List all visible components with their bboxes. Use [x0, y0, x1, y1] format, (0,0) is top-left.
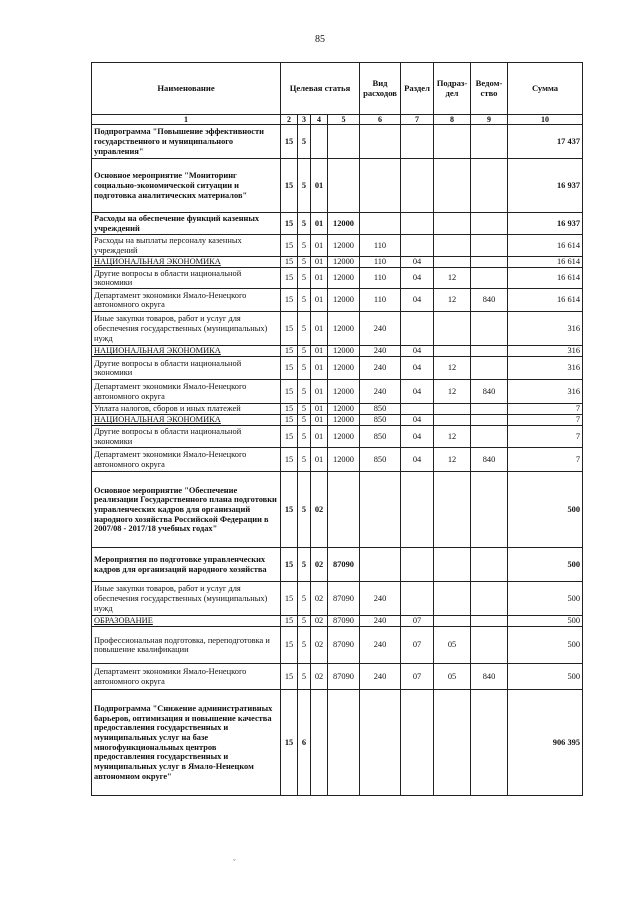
cell-article-direction: 12000 [328, 289, 360, 312]
cell-subsection: 12 [434, 380, 471, 404]
cell-sum: 906 395 [508, 690, 583, 796]
cell-sum: 16 614 [508, 257, 583, 268]
row-name: Другие вопросы в области национальной экономики [92, 357, 281, 380]
cell-section [401, 548, 434, 582]
cell-subsection: 05 [434, 627, 471, 664]
cell-article-program: 15 [281, 627, 298, 664]
column-number: 5 [328, 115, 360, 125]
cell-department [471, 627, 508, 664]
cell-article-program: 15 [281, 664, 298, 690]
cell-article-direction: 12000 [328, 380, 360, 404]
cell-expense-type: 240 [360, 616, 401, 627]
cell-department [471, 213, 508, 235]
cell-article-subprogram: 5 [298, 548, 311, 582]
cell-article-event: 01 [311, 415, 328, 426]
cell-article-program: 15 [281, 426, 298, 448]
table-row [92, 415, 583, 426]
table-row [92, 616, 583, 627]
row-name: Уплата налогов, сборов и иных платежей [92, 404, 281, 415]
column-number: 2 [281, 115, 298, 125]
cell-article-subprogram: 5 [298, 616, 311, 627]
page-number: 85 [315, 34, 325, 45]
table-row [92, 627, 583, 664]
cell-section: 04 [401, 426, 434, 448]
cell-article-direction: 12000 [328, 213, 360, 235]
cell-expense-type: 240 [360, 346, 401, 357]
column-number: 8 [434, 115, 471, 125]
cell-expense-type: 240 [360, 664, 401, 690]
table-row [92, 548, 583, 582]
cell-section [401, 159, 434, 213]
row-name: Профессиональная подготовка, переподготовка и повышение квалификации [92, 627, 281, 664]
cell-section [401, 472, 434, 548]
cell-article-program: 15 [281, 448, 298, 472]
cell-article-subprogram: 5 [298, 257, 311, 268]
cell-department: 840 [471, 380, 508, 404]
cell-section: 04 [401, 268, 434, 289]
cell-article-direction [328, 690, 360, 796]
cell-article-program: 15 [281, 548, 298, 582]
cell-article-program: 15 [281, 312, 298, 346]
cell-expense-type [360, 159, 401, 213]
budget-table [91, 62, 583, 796]
cell-article-direction: 87090 [328, 582, 360, 616]
cell-expense-type [360, 472, 401, 548]
cell-section [401, 312, 434, 346]
table-row [92, 346, 583, 357]
cell-article-direction [328, 159, 360, 213]
cell-sum: 17 437 [508, 125, 583, 159]
cell-subsection [434, 415, 471, 426]
cell-article-program: 15 [281, 289, 298, 312]
cell-department [471, 312, 508, 346]
cell-article-direction [328, 472, 360, 548]
cell-sum: 500 [508, 616, 583, 627]
row-name: Расходы на выплаты персоналу казенных учреждений [92, 235, 281, 257]
cell-article-subprogram: 5 [298, 627, 311, 664]
table-row [92, 472, 583, 548]
cell-sum: 7 [508, 404, 583, 415]
cell-department [471, 235, 508, 257]
cell-department [471, 404, 508, 415]
cell-article-event [311, 125, 328, 159]
row-name: Расходы на обеспечение функций казенных учреждений [92, 213, 281, 235]
cell-department [471, 346, 508, 357]
cell-department [471, 415, 508, 426]
cell-expense-type: 240 [360, 312, 401, 346]
cell-department [471, 125, 508, 159]
cell-subsection [434, 346, 471, 357]
cell-expense-type [360, 125, 401, 159]
cell-subsection: 12 [434, 357, 471, 380]
cell-article-event [311, 690, 328, 796]
cell-section: 04 [401, 448, 434, 472]
cell-sum: 7 [508, 415, 583, 426]
cell-article-program: 15 [281, 159, 298, 213]
cell-department [471, 582, 508, 616]
cell-article-program: 15 [281, 125, 298, 159]
cell-subsection: 12 [434, 268, 471, 289]
cell-expense-type: 850 [360, 415, 401, 426]
table-row [92, 380, 583, 404]
row-name: Иные закупки товаров, работ и услуг для обеспечения государственных (муниципальных) нужд [92, 582, 281, 616]
cell-article-program: 15 [281, 213, 298, 235]
cell-article-subprogram: 5 [298, 415, 311, 426]
cell-section [401, 404, 434, 415]
cell-subsection [434, 582, 471, 616]
cell-article-subprogram: 5 [298, 380, 311, 404]
cell-article-subprogram: 5 [298, 472, 311, 548]
cell-article-event: 01 [311, 268, 328, 289]
cell-section: 04 [401, 289, 434, 312]
cell-subsection [434, 235, 471, 257]
cell-section: 07 [401, 627, 434, 664]
cell-article-direction: 87090 [328, 664, 360, 690]
cell-expense-type [360, 548, 401, 582]
cell-article-direction: 12000 [328, 235, 360, 257]
cell-article-program: 15 [281, 346, 298, 357]
header-target-article: Целевая статья [281, 63, 360, 115]
cell-subsection [434, 257, 471, 268]
cell-department [471, 472, 508, 548]
cell-subsection: 12 [434, 289, 471, 312]
cell-article-event: 02 [311, 616, 328, 627]
cell-subsection [434, 548, 471, 582]
cell-expense-type: 110 [360, 235, 401, 257]
cell-article-event: 01 [311, 448, 328, 472]
cell-article-program: 15 [281, 472, 298, 548]
column-number: 3 [298, 115, 311, 125]
table-row [92, 664, 583, 690]
cell-article-subprogram: 5 [298, 664, 311, 690]
cell-article-direction: 12000 [328, 404, 360, 415]
column-number: 6 [360, 115, 401, 125]
cell-article-subprogram: 5 [298, 125, 311, 159]
cell-sum: 316 [508, 346, 583, 357]
table-row [92, 159, 583, 213]
cell-expense-type: 850 [360, 426, 401, 448]
cell-article-subprogram: 5 [298, 289, 311, 312]
cell-article-direction: 12000 [328, 448, 360, 472]
cell-article-program: 15 [281, 257, 298, 268]
table-row [92, 213, 583, 235]
cell-article-program: 15 [281, 380, 298, 404]
header-subsection: Подраз-дел [434, 63, 471, 115]
cell-article-program: 15 [281, 582, 298, 616]
row-name: ОБРАЗОВАНИЕ [92, 616, 281, 627]
cell-department [471, 159, 508, 213]
cell-article-direction: 12000 [328, 415, 360, 426]
cell-sum: 500 [508, 582, 583, 616]
cell-article-event: 01 [311, 404, 328, 415]
cell-article-subprogram: 5 [298, 312, 311, 346]
cell-subsection [434, 159, 471, 213]
row-name: Другие вопросы в области национальной экономики [92, 268, 281, 289]
table-row [92, 426, 583, 448]
cell-sum: 16 937 [508, 213, 583, 235]
cell-sum: 16 614 [508, 289, 583, 312]
cell-sum: 316 [508, 357, 583, 380]
cell-article-program: 15 [281, 268, 298, 289]
column-number: 1 [92, 115, 281, 125]
cell-article-subprogram: 6 [298, 690, 311, 796]
cell-article-direction: 87090 [328, 548, 360, 582]
cell-sum: 316 [508, 380, 583, 404]
cell-article-event: 01 [311, 426, 328, 448]
cell-sum: 7 [508, 448, 583, 472]
cell-article-direction: 12000 [328, 426, 360, 448]
header-section: Раздел [401, 63, 434, 115]
cell-section [401, 125, 434, 159]
table-row [92, 257, 583, 268]
cell-section [401, 582, 434, 616]
cell-article-event: 01 [311, 357, 328, 380]
cell-expense-type [360, 690, 401, 796]
cell-article-subprogram: 5 [298, 426, 311, 448]
cell-section: 04 [401, 357, 434, 380]
cell-subsection [434, 125, 471, 159]
cell-article-event: 01 [311, 159, 328, 213]
cell-article-direction: 87090 [328, 616, 360, 627]
cell-expense-type: 240 [360, 582, 401, 616]
column-number: 10 [508, 115, 583, 125]
cell-article-program: 15 [281, 235, 298, 257]
cell-sum: 500 [508, 548, 583, 582]
cell-article-direction: 87090 [328, 627, 360, 664]
cell-article-subprogram: 5 [298, 404, 311, 415]
cell-article-event: 02 [311, 664, 328, 690]
row-name: Другие вопросы в области национальной экономики [92, 426, 281, 448]
cell-article-direction: 12000 [328, 268, 360, 289]
cell-expense-type: 110 [360, 289, 401, 312]
cell-article-program: 15 [281, 357, 298, 380]
header-department: Ведом-ство [471, 63, 508, 115]
table-row [92, 268, 583, 289]
cell-subsection: 12 [434, 448, 471, 472]
cell-department: 840 [471, 289, 508, 312]
scan-mark: ˇ [233, 858, 236, 867]
row-name: Департамент экономики Ямало-Ненецкого автономного округа [92, 380, 281, 404]
cell-article-program: 15 [281, 415, 298, 426]
row-name: НАЦИОНАЛЬНАЯ ЭКОНОМИКА [92, 415, 281, 426]
cell-article-program: 15 [281, 690, 298, 796]
row-name: Основное мероприятие "Мониторинг социально-экономической ситуации и подготовка аналитических материалов" [92, 159, 281, 213]
table-row [92, 448, 583, 472]
column-number: 7 [401, 115, 434, 125]
cell-expense-type: 240 [360, 357, 401, 380]
cell-subsection [434, 312, 471, 346]
cell-department [471, 616, 508, 627]
cell-article-event: 02 [311, 627, 328, 664]
table-row [92, 125, 583, 159]
cell-section [401, 235, 434, 257]
column-number: 4 [311, 115, 328, 125]
cell-article-direction: 12000 [328, 257, 360, 268]
cell-article-event: 01 [311, 289, 328, 312]
cell-section [401, 690, 434, 796]
cell-department: 840 [471, 448, 508, 472]
cell-article-program: 15 [281, 616, 298, 627]
cell-sum: 500 [508, 664, 583, 690]
cell-section: 07 [401, 616, 434, 627]
cell-department [471, 426, 508, 448]
cell-article-event: 01 [311, 380, 328, 404]
cell-article-event: 01 [311, 346, 328, 357]
row-name: Департамент экономики Ямало-Ненецкого автономного округа [92, 289, 281, 312]
cell-sum: 316 [508, 312, 583, 346]
cell-section [401, 213, 434, 235]
cell-article-direction [328, 125, 360, 159]
header-sum: Сумма [508, 63, 583, 115]
cell-article-program: 15 [281, 404, 298, 415]
cell-section: 07 [401, 664, 434, 690]
cell-article-direction: 12000 [328, 312, 360, 346]
cell-sum: 16 937 [508, 159, 583, 213]
cell-article-event: 01 [311, 312, 328, 346]
cell-subsection [434, 213, 471, 235]
cell-section: 04 [401, 257, 434, 268]
cell-article-subprogram: 5 [298, 268, 311, 289]
cell-article-direction: 12000 [328, 346, 360, 357]
cell-article-subprogram: 5 [298, 448, 311, 472]
table-row [92, 404, 583, 415]
cell-expense-type: 850 [360, 448, 401, 472]
header-expense-type: Вид расходов [360, 63, 401, 115]
table-row [92, 357, 583, 380]
row-name: Мероприятия по подготовке управленческих кадров для организаций народного хозяйства [92, 548, 281, 582]
table-row [92, 289, 583, 312]
cell-article-subprogram: 5 [298, 213, 311, 235]
cell-subsection [434, 472, 471, 548]
row-name: НАЦИОНАЛЬНАЯ ЭКОНОМИКА [92, 346, 281, 357]
cell-sum: 500 [508, 627, 583, 664]
cell-section: 04 [401, 415, 434, 426]
cell-expense-type: 240 [360, 380, 401, 404]
header-name: Наименование [92, 63, 281, 115]
row-name: Подпрограмма "Снижение административных барьеров, оптимизация и повышение качества предоставления государственных и муниципальных услуг на базе многофункциональных центров предоставления государственных и муниципальных услуг в Ямало-Ненецком автономном округе" [92, 690, 281, 796]
cell-subsection: 05 [434, 664, 471, 690]
cell-department [471, 357, 508, 380]
cell-expense-type: 850 [360, 404, 401, 415]
column-number-row [92, 115, 583, 125]
cell-department [471, 257, 508, 268]
cell-section: 04 [401, 380, 434, 404]
cell-expense-type: 240 [360, 627, 401, 664]
cell-article-event: 01 [311, 257, 328, 268]
cell-sum: 500 [508, 472, 583, 548]
cell-subsection [434, 404, 471, 415]
cell-article-subprogram: 5 [298, 357, 311, 380]
cell-section: 04 [401, 346, 434, 357]
table-row [92, 312, 583, 346]
column-number: 9 [471, 115, 508, 125]
row-name: Подпрограмма "Повышение эффективности государственного и муниципального управления" [92, 125, 281, 159]
cell-department [471, 268, 508, 289]
row-name: Департамент экономики Ямало-Ненецкого автономного округа [92, 664, 281, 690]
cell-subsection [434, 690, 471, 796]
cell-article-event: 02 [311, 472, 328, 548]
cell-expense-type [360, 213, 401, 235]
row-name: Департамент экономики Ямало-Ненецкого автономного округа [92, 448, 281, 472]
table-row [92, 235, 583, 257]
cell-department: 840 [471, 664, 508, 690]
cell-subsection: 12 [434, 426, 471, 448]
cell-expense-type: 110 [360, 268, 401, 289]
table-row [92, 690, 583, 796]
cell-expense-type: 110 [360, 257, 401, 268]
cell-article-subprogram: 5 [298, 582, 311, 616]
row-name: Основное мероприятие "Обеспечение реализации Государственного плана подготовки управленческих кадров для организаций народного хозяйства Российской Федерации в 2007/08 - 2017/18 учебных годах" [92, 472, 281, 548]
cell-article-event: 02 [311, 582, 328, 616]
row-name: Иные закупки товаров, работ и услуг для обеспечения государственных (муниципальных) нужд [92, 312, 281, 346]
cell-subsection [434, 616, 471, 627]
cell-article-subprogram: 5 [298, 235, 311, 257]
cell-sum: 16 614 [508, 235, 583, 257]
cell-department [471, 548, 508, 582]
cell-article-subprogram: 5 [298, 159, 311, 213]
cell-article-event: 01 [311, 235, 328, 257]
cell-sum: 7 [508, 426, 583, 448]
header-row [92, 63, 583, 115]
cell-article-event: 02 [311, 548, 328, 582]
cell-article-event: 01 [311, 213, 328, 235]
cell-article-direction: 12000 [328, 357, 360, 380]
table-row [92, 582, 583, 616]
cell-article-subprogram: 5 [298, 346, 311, 357]
row-name: НАЦИОНАЛЬНАЯ ЭКОНОМИКА [92, 257, 281, 268]
cell-sum: 16 614 [508, 268, 583, 289]
cell-department [471, 690, 508, 796]
